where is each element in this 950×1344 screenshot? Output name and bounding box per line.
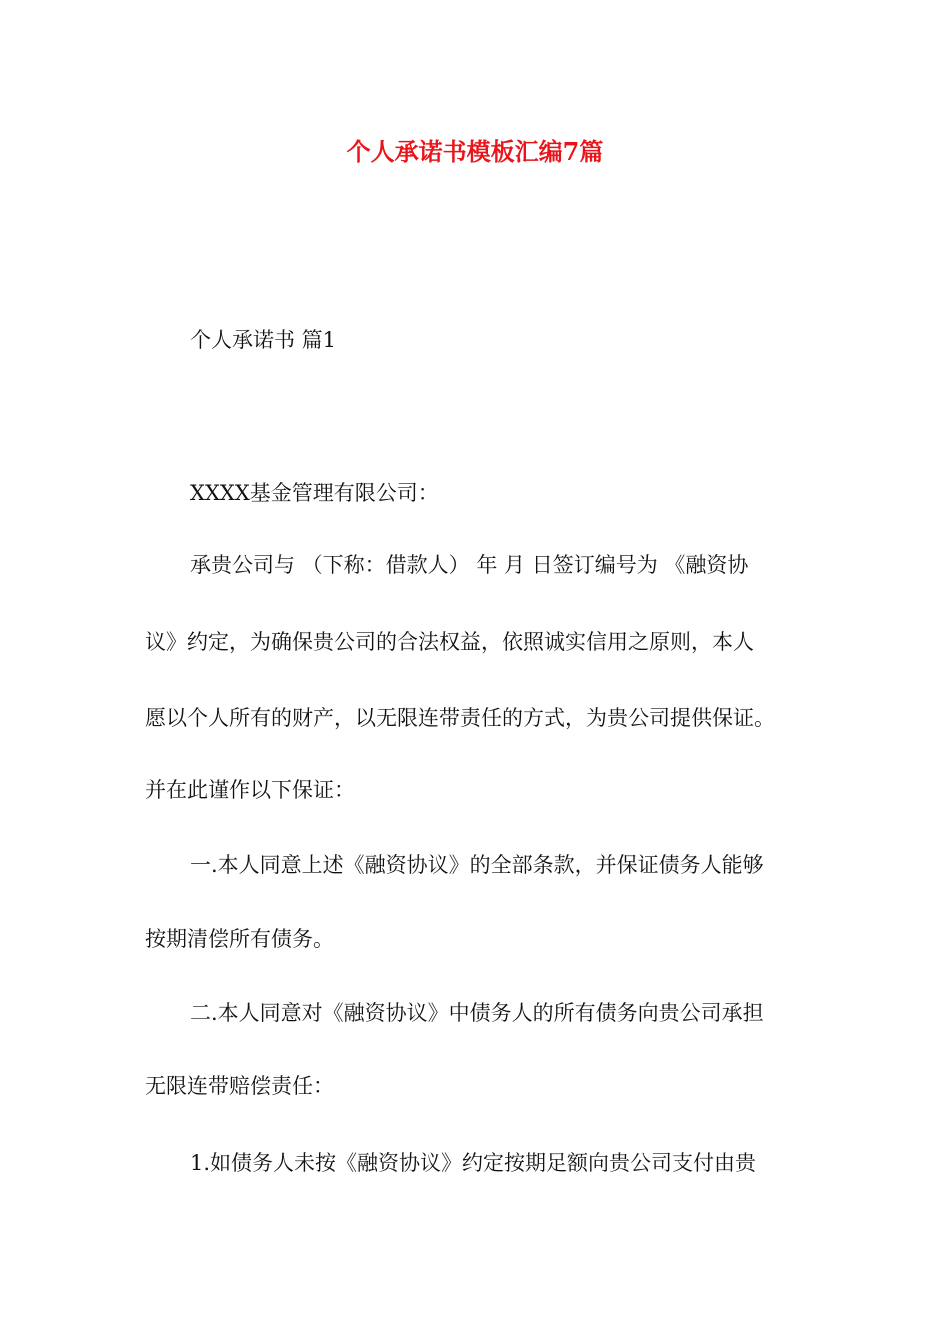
salutation: XXXX基金管理有限公司： (190, 481, 439, 505)
paragraph-line: 一.本人同意上述《融资协议》的全部条款，并保证债务人能够 (190, 853, 764, 877)
paragraph-line: 二.本人同意对《融资协议》中债务人的所有债务向贵公司承担 (190, 1001, 764, 1025)
paragraph-line: 愿以个人所有的财产，以无限连带责任的方式，为贵公司提供保证。 (145, 706, 775, 730)
paragraph-line: 按期清偿所有债务。 (145, 927, 334, 951)
document-title: 个人承诺书模板汇编7篇 (346, 137, 604, 166)
paragraph-line: 并在此谨作以下保证： (145, 778, 355, 802)
paragraph-line: 1.如债务人未按《融资协议》约定按期足额向贵公司支付由贵 (190, 1151, 757, 1175)
paragraph-line: 承贵公司与 （下称：借款人） 年 月 日签订编号为 《融资协 (190, 553, 749, 577)
section-heading: 个人承诺书 篇1 (190, 328, 337, 352)
paragraph-line: 议》约定，为确保贵公司的合法权益，依照诚实信用之原则，本人 (145, 630, 754, 654)
paragraph-line: 无限连带赔偿责任： (145, 1074, 334, 1098)
